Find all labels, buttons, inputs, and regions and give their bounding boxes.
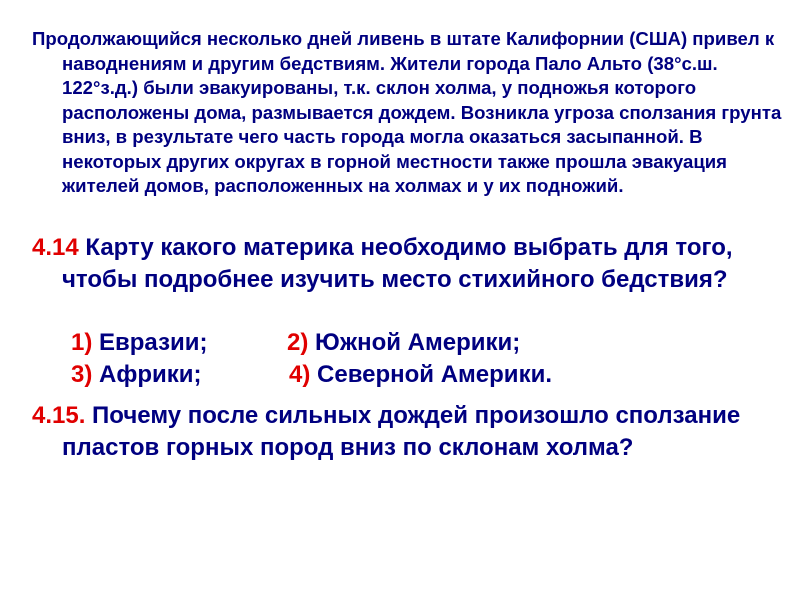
option-number: 4) (289, 360, 311, 388)
question-4-14 (32, 232, 800, 295)
question-number: 4.15. (32, 402, 86, 429)
option-1 (71, 327, 208, 359)
option-4 (289, 359, 552, 391)
option-text: Южной Америки; (308, 329, 521, 356)
intro-paragraph: Продолжающийся несколько дней ливень в штате Калифорнии (США) привел к наводнениям и другим бедствиям. Жители города Пало Альто (38°с.ш. 122°з.д.) были эвакуированы, т.к. склон холма, у подножья которого расположены дома, размывается дождем. Возникла угроза сползания грунта вниз, в результате чего часть города могла оказаться засыпанной. В некоторых других округах в горной местности также прошла эвакуация жителей домов, расположенных на холмах и у их подножий. (32, 28, 782, 196)
question-text: Почему после сильных дождей произошло сползание пластов горных пород вниз по склонам холма? (62, 402, 741, 461)
option-number: 2) (287, 329, 309, 356)
option-text: Северной Америки. (310, 360, 552, 388)
question-text: Карту какого материка необходимо выбрать для того, чтобы подробнее изучить место стихийного бедствия? (62, 234, 733, 293)
question-number: 4.14 (32, 234, 79, 261)
option-text: Евразии; (92, 329, 208, 356)
option-number: 1) (71, 329, 93, 356)
option-2 (287, 327, 520, 359)
option-number: 3) (71, 360, 93, 388)
option-3 (71, 359, 202, 391)
option-text: Африки; (92, 360, 202, 388)
question-4-15 (32, 400, 800, 463)
